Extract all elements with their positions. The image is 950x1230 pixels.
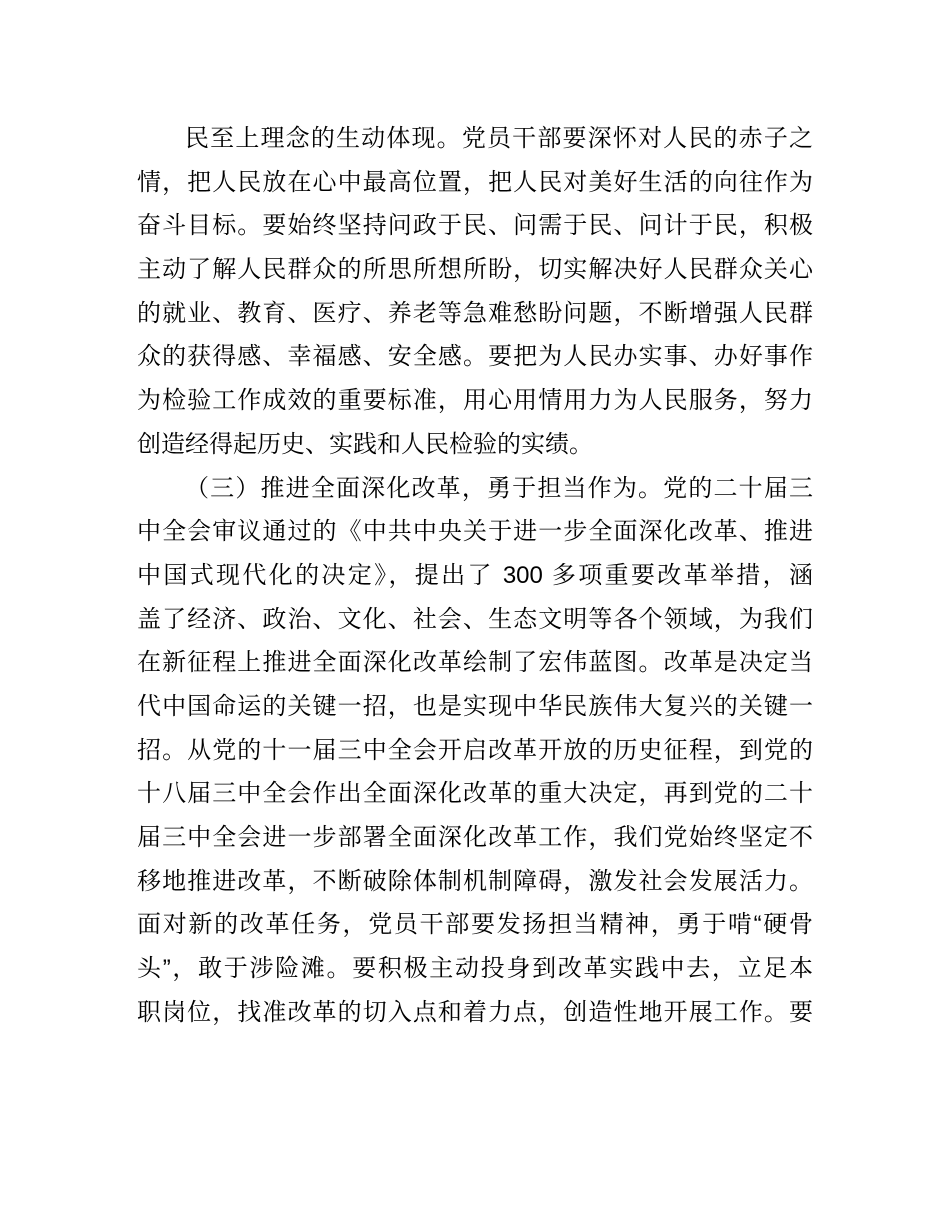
text-line: 主动了解人民群众的所思所想所盼，切实解决好人民群众关心 [137,256,813,284]
text-line: 代中国命运的关键一招，也是实现中华民族伟大复兴的关键一 [137,692,813,720]
text-line: 头”，敢于涉险滩。要积极主动投身到改革实践中去，立足本 [137,955,813,983]
text-line: 届三中全会进一步部署全面深化改革工作，我们党始终坚定不 [137,824,813,851]
text-line: 职岗位，找准改革的切入点和着力点，创造性地开展工作。要 [137,998,813,1026]
text-line: 众的获得感、幸福感、安全感。要把为人民办实事、办好事作 [137,343,813,371]
text-line: 为检验工作成效的重要标准，用心用情用力为人民服务，努力 [137,387,813,415]
text-line: 奋斗目标。要始终坚持问政于民、问需于民、问计于民，积极 [137,212,813,240]
text-line: 创造经得起历史、实践和人民检验的实绩。 [137,430,593,458]
document-text [137,117,813,1034]
text-line: 十八届三中全会作出全面深化改革的重大决定，再到党的二十 [137,780,813,808]
text-line: 招。从党的十一届三中全会开启改革开放的历史征程，到党的 [137,736,813,764]
text-line: 在新征程上推进全面深化改革绘制了宏伟蓝图。改革是决定当 [137,649,813,677]
text-line: 民至上理念的生动体现。党员干部要深怀对人民的赤子之 [185,125,813,152]
text-line: 的就业、教育、医疗、养老等急难愁盼问题，不断增强人民群 [137,299,813,327]
text-line: 移地推进改革，不断破除体制机制障碍，激发社会发展活力。 [137,867,813,895]
text-line: 盖了经济、政治、文化、社会、生态文明等各个领域，为我们 [137,605,813,633]
text-line: 中全会审议通过的《中共中央关于进一步全面深化改革、推进 [137,518,813,546]
text-line: 情，把人民放在心中最高位置，把人民对美好生活的向往作为 [137,168,813,196]
text-line: 中国式现代化的决定》，提出了 300 多项重要改革举措，涵 [137,561,813,589]
text-line: （三）推进全面深化改革，勇于担当作为。党的二十届三 [185,474,813,502]
text-line: 面对新的改革任务，党员干部要发扬担当精神，勇于啃“硬骨 [137,911,813,939]
